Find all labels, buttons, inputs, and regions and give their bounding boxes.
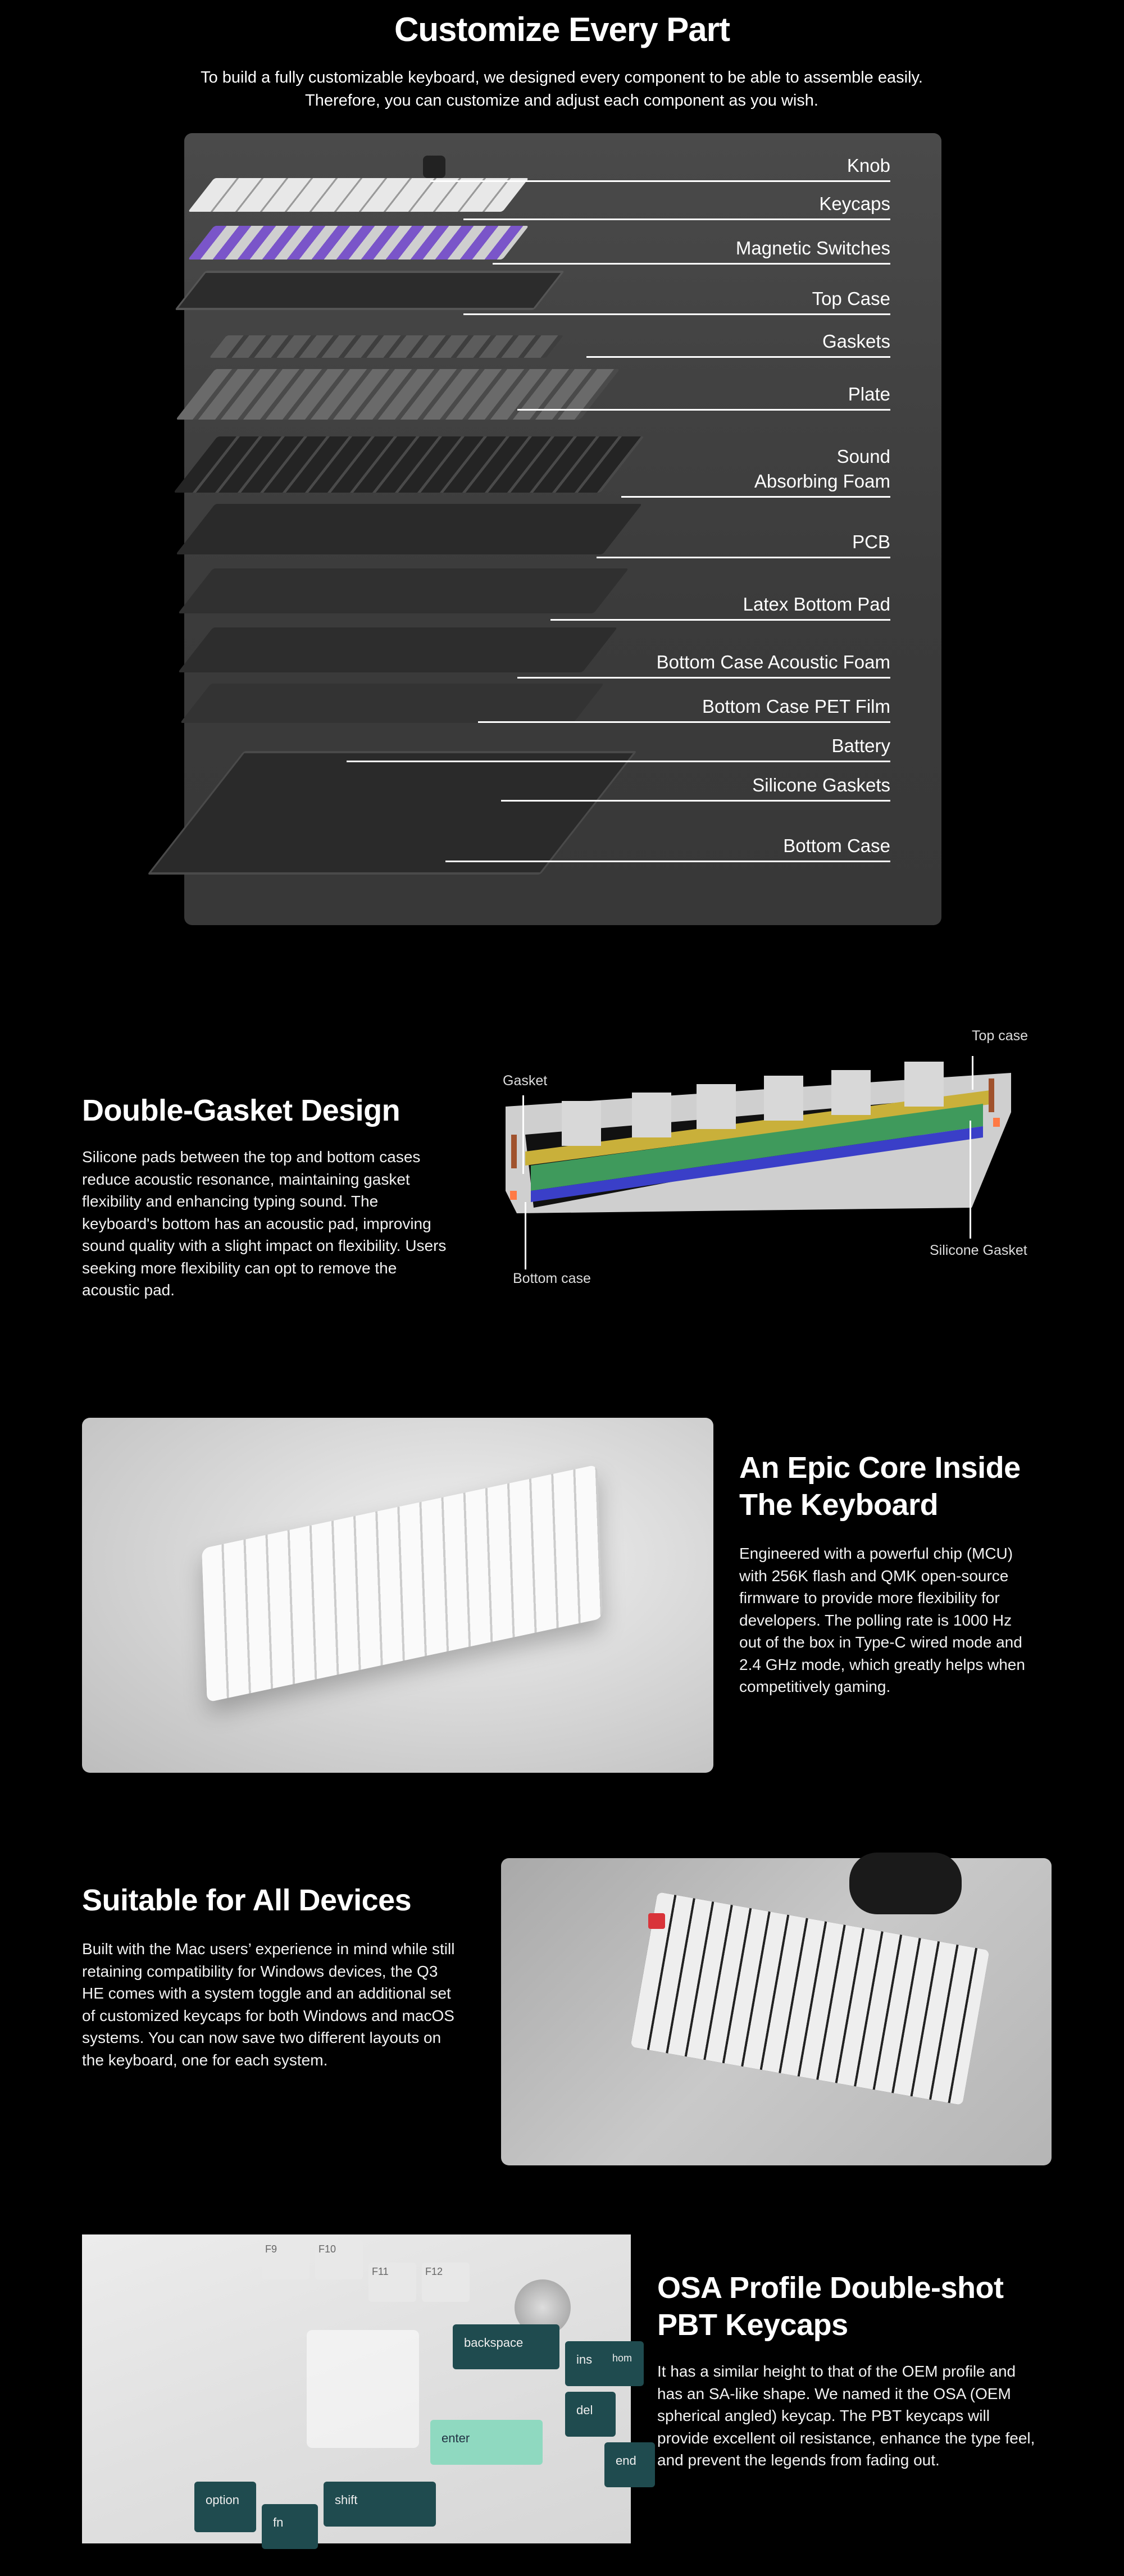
key: [422, 2263, 470, 2302]
leader-line: [493, 263, 890, 265]
label-bottom-case-acoustic-foam: Bottom Case Acoustic Foam: [656, 652, 890, 672]
key-legend: del: [576, 2403, 593, 2417]
knob: [423, 156, 445, 178]
diagram-label-silicone-gasket: Silicone Gasket: [930, 1243, 1027, 1258]
leader-line: [501, 800, 890, 802]
leader-line: [550, 619, 890, 621]
keycaps-layer: [188, 178, 529, 212]
label-keycaps: Keycaps: [819, 193, 890, 214]
key-legend: F10: [318, 2243, 336, 2255]
label-bottom-case: Bottom Case: [783, 835, 890, 856]
key: [430, 2420, 543, 2465]
key: [194, 2482, 256, 2532]
leader-line: [525, 1202, 526, 1269]
label-plate: Plate: [848, 384, 890, 404]
label-gaskets: Gaskets: [822, 331, 890, 352]
removed-keycaps: [307, 2330, 419, 2448]
key-legend: option: [206, 2493, 239, 2507]
heading-line: The Keyboard: [739, 1488, 939, 1522]
leader-line: [463, 313, 890, 315]
label-silicone-gaskets: Silicone Gaskets: [752, 775, 890, 795]
page-title: Customize Every Part: [394, 11, 730, 48]
red-key: [648, 1913, 665, 1929]
all-devices-body: Built with the Mac users’ experience in mind while still retaining compatibility for Windows devices, the Q3 HE comes with a system toggle and an additional set of customized keycaps for both Windows and macOS systems. You can now save two different layouts on the keyboard, one for each system.: [82, 1940, 455, 2069]
keyboard: [202, 1464, 603, 1703]
leader-line: [597, 557, 890, 558]
leader-line: [347, 761, 890, 762]
key-legend: backspace: [464, 2336, 524, 2350]
label-knob: Knob: [847, 155, 890, 176]
epic-core-heading: [739, 1449, 1021, 1523]
keyboard-photo-white: [82, 1418, 713, 1773]
key: [368, 2263, 416, 2302]
subtitle-line: To build a fully customizable keyboard, we designed every component to be able to assemble easily.: [201, 69, 923, 87]
leader-line: [430, 180, 890, 182]
epic-core-body: Engineered with a powerful chip (MCU) with 256K flash and QMK open-source firmware to provide more flexibility for developers. The polling rate is 1000 Hz out of the box in Type-C wired mode and 2.4 GHz mode, which greatly helps when competitively gaming.: [739, 1545, 1025, 1695]
key: [262, 2504, 318, 2549]
subtitle-line: Therefore, you can customize and adjust each component as you wish.: [304, 92, 818, 110]
acoustic-foam-layer: [178, 627, 618, 672]
key-legend: F12: [425, 2266, 443, 2277]
key: [453, 2324, 559, 2369]
diagram-label-bottom-case: Bottom case: [513, 1271, 591, 1286]
key: [324, 2482, 436, 2527]
heading-line: OSA Profile Double-shot: [657, 2271, 1004, 2305]
leader-line: [621, 496, 890, 498]
pet-film-layer: [180, 684, 604, 723]
game-controller: [849, 1853, 962, 1914]
double-gasket-body: Silicone pads between the top and bottom cases reduce acoustic resonance, maintaining gasket flexibility and enhancing typing sound. The keyboard's bottom has an acoustic pad, improving sound quality with a slight impact on flexibility. Users seeking more flexibility can opt to remove the acoustic pad.: [82, 1148, 447, 1299]
label-bottom-case-pet-film: Bottom Case PET Film: [702, 696, 890, 717]
key-legend: hom: [612, 2352, 632, 2364]
gasket-diagram: [500, 1022, 1039, 1303]
label-sound: Sound: [836, 446, 890, 467]
heading-line: PBT Keycaps: [657, 2308, 848, 2342]
key-legend: F9: [265, 2243, 277, 2255]
keycaps-closeup-photo: [82, 2234, 636, 2543]
pcb-layer: [176, 504, 642, 554]
leader-line: [517, 409, 890, 411]
all-devices-heading: Suitable for All Devices: [82, 1883, 412, 1917]
label-pcb: PCB: [852, 531, 890, 552]
heading-line: An Epic Core Inside: [739, 1451, 1021, 1485]
key-legend: fn: [273, 2515, 284, 2529]
leader-line: [972, 1056, 973, 1090]
key-legend: end: [616, 2454, 636, 2468]
key: [565, 2341, 616, 2386]
leader-line: [586, 356, 890, 358]
label-magnetic-switches: Magnetic Switches: [735, 238, 890, 258]
page-subtitle: [169, 66, 955, 112]
plate-layer: [176, 369, 620, 420]
label-top-case: Top Case: [812, 288, 890, 309]
label-battery: Battery: [831, 735, 890, 756]
key: [610, 2341, 644, 2386]
foam-layer: [174, 436, 644, 493]
keyboard: [630, 1892, 990, 2105]
diagram-label-gasket: Gasket: [503, 1073, 548, 1089]
double-gasket-heading: Double-Gasket Design: [82, 1094, 401, 1127]
keycaps-body: It has a similar height to that of the OEM profile and has an SA-like shape. We named it the OSA (OEM spherical angled) keycap. The PBT keycaps will provide excellent oil resistance, enhance the type feel, and prevent the legends from fading out.: [657, 2363, 1035, 2469]
leader-line: [522, 1095, 524, 1174]
key: [262, 2240, 310, 2279]
diagram-label-top-case: Top case: [972, 1028, 1029, 1044]
label-absorbing-foam: Absorbing Foam: [754, 471, 890, 491]
key-legend: enter: [442, 2431, 470, 2445]
key: [604, 2442, 655, 2487]
top-case-layer: [175, 271, 565, 310]
leader-line: [517, 677, 890, 679]
key-legend: shift: [335, 2493, 358, 2507]
gaskets-layer: [209, 335, 563, 358]
switches-layer: [188, 226, 529, 260]
leader-line: [463, 219, 890, 220]
exploded-view-panel: [184, 133, 941, 925]
keyboard-photo-black: [501, 1858, 1052, 2165]
leader-line: [970, 1121, 971, 1239]
latex-pad-layer: [178, 568, 629, 613]
label-latex-bottom-pad: Latex Bottom Pad: [743, 594, 890, 615]
bottom-case-layer: [147, 751, 637, 875]
leader-line: [478, 721, 890, 723]
key: [315, 2240, 363, 2279]
key-legend: F11: [372, 2266, 389, 2277]
key: [565, 2392, 616, 2437]
keycaps-heading: [657, 2269, 1004, 2343]
key-legend: ins: [576, 2352, 593, 2366]
gasket-cross-section: [500, 1022, 1039, 1303]
leader-line: [445, 861, 890, 862]
